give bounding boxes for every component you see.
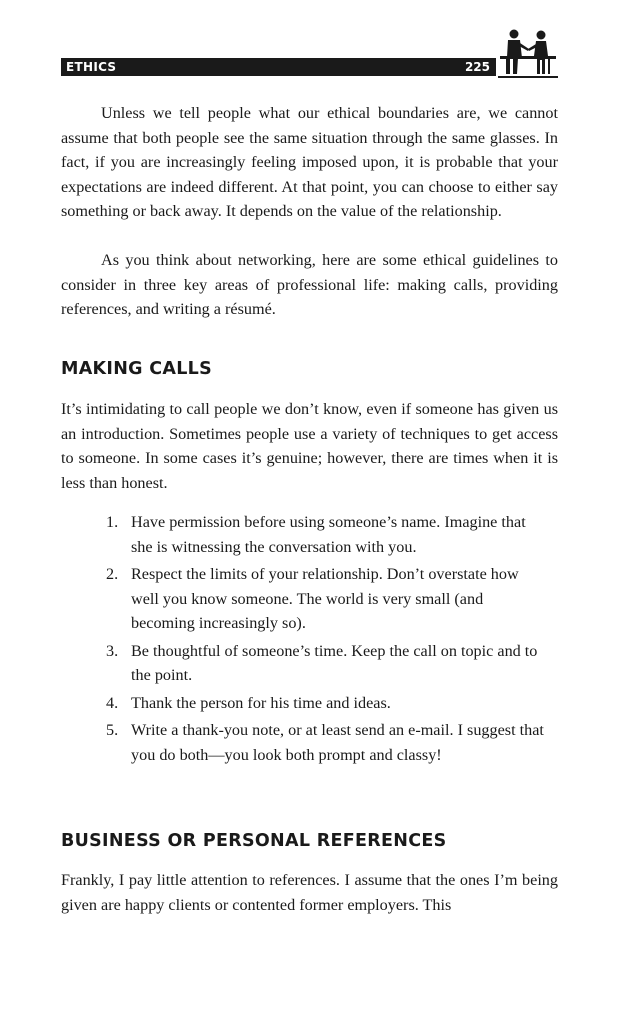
intro-paragraph-2: As you think about networking, here are some ethical guidelines to consider in three key areas of professional life: making calls, providing references, and writing a résumé. bbox=[61, 251, 558, 318]
section-heading-references: BUSINESS OR PERSONAL REFERENCES bbox=[61, 831, 447, 851]
section-title: ETHICS bbox=[66, 60, 117, 74]
list-item: 4. Thank the person for his time and ideas. bbox=[106, 693, 391, 712]
list-item: 5. Write a thank-you note, or at least send an e-mail. I suggest that you do both—you look both prompt and classy! bbox=[106, 721, 544, 764]
page-number: 225 bbox=[464, 60, 490, 74]
running-header bbox=[61, 58, 496, 76]
making-calls-paragraph: It’s intimidating to call people we don’t know, even if someone has given us an introduction. Sometimes people use a variety of techniques to get access to someone. In some cases it’s genuine; however, there are times when it is less than honest. bbox=[61, 400, 558, 492]
list-item: 2. Respect the limits of your relationship. Don’t overstate how well you know someone. The world is very small (and becoming increasingly so). bbox=[106, 565, 519, 632]
list-item: 3. Be thoughtful of someone’s time. Keep the call on topic and to the point. bbox=[106, 641, 538, 684]
section-heading-making-calls: MAKING CALLS bbox=[61, 359, 213, 379]
making-calls-list bbox=[106, 510, 546, 770]
intro-paragraph-1: Unless we tell people what our ethical boundaries are, we cannot assume that both people see the same situation through the same glasses. In fact, if you are increasingly feeling imposed upon, it is probable that your expectations are indeed different. At that point, you can choose to either say something or back away. It depends on the value of the relationship. bbox=[61, 104, 558, 220]
handshake-figures-icon bbox=[498, 26, 558, 78]
references-paragraph: Frankly, I pay little attention to references. I assume that the ones I’m being given are happy clients or contented former employers. This bbox=[61, 871, 558, 914]
list-item: 1. Have permission before using someone’s name. Imagine that she is witnessing the conversation with you. bbox=[106, 513, 526, 556]
